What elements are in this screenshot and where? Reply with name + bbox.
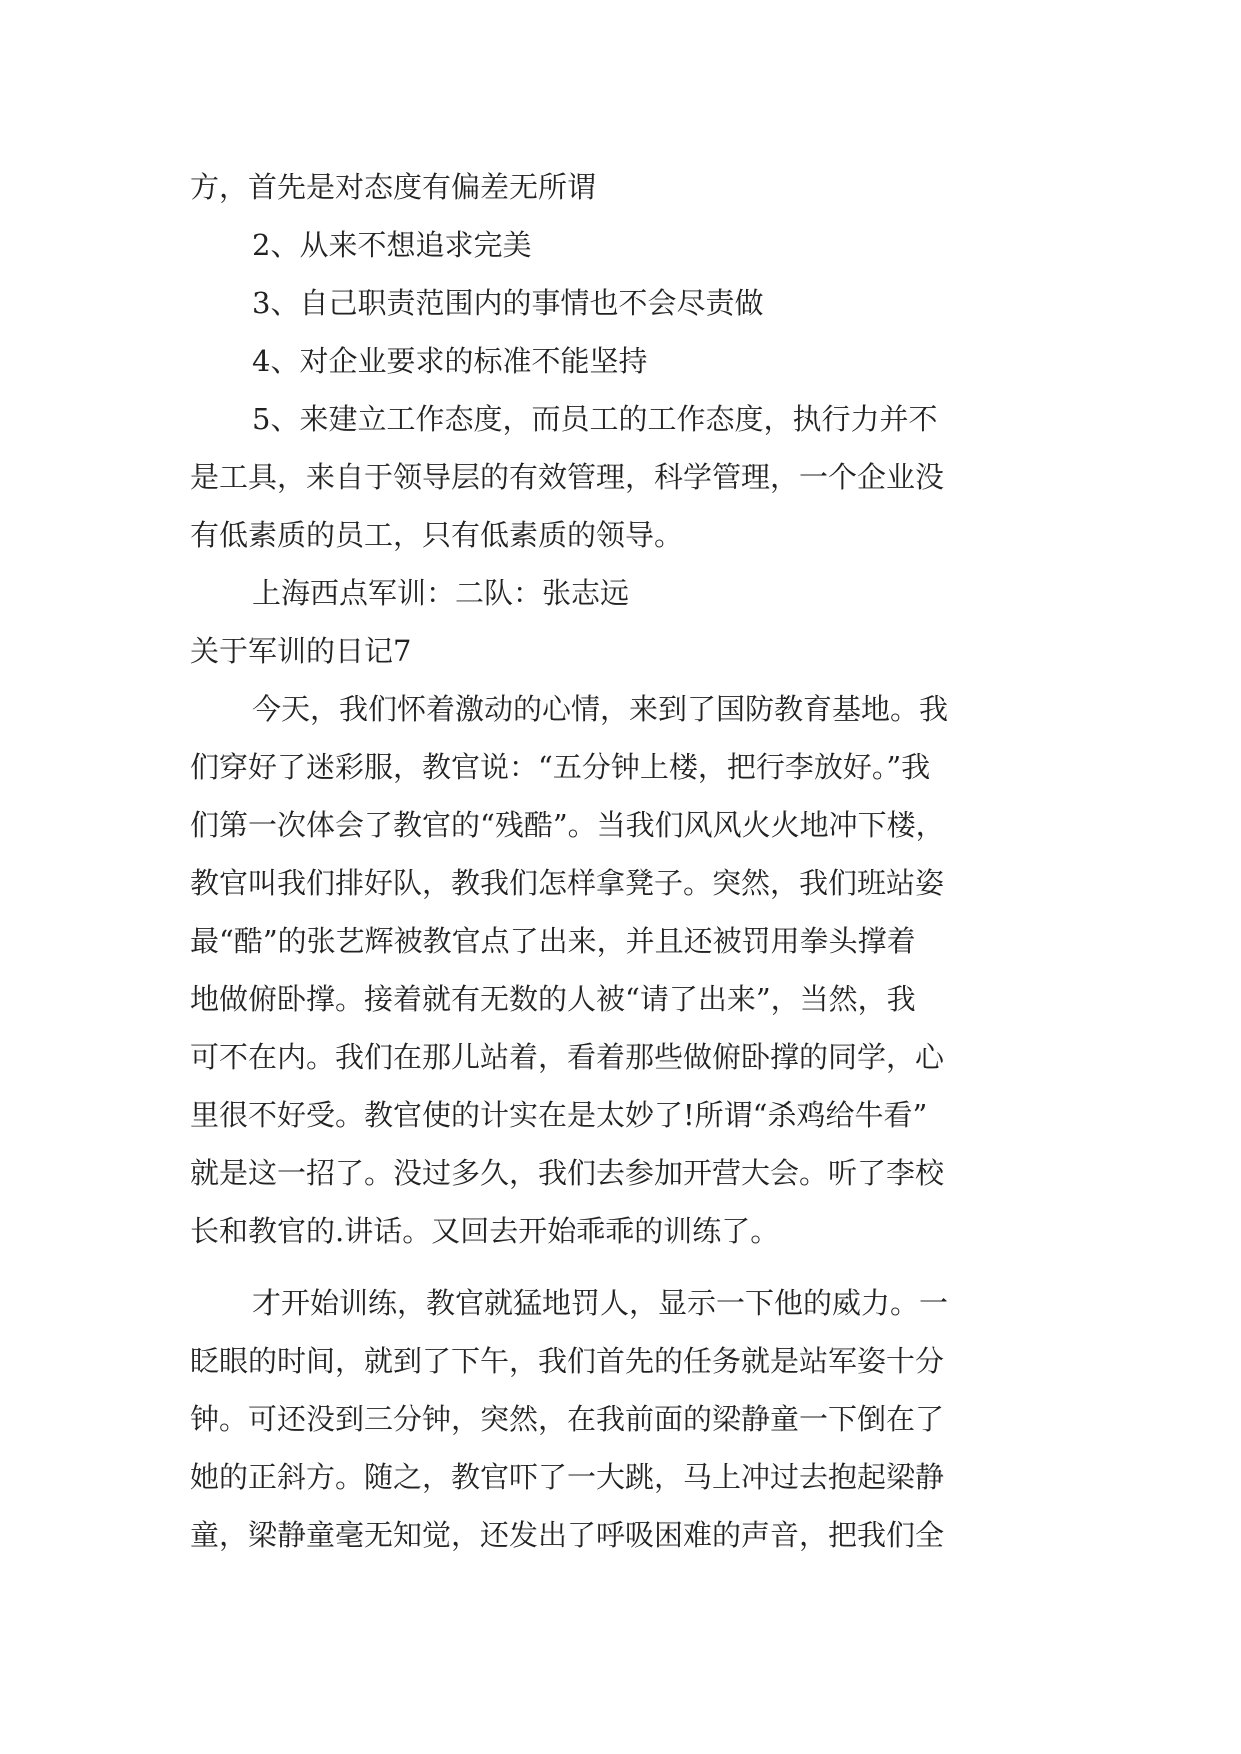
paragraph-2-line: 童，梁静童毫无知觉，还发出了呼吸困难的声音，把我们全 bbox=[190, 1518, 945, 1552]
paragraph-gap bbox=[190, 1260, 1060, 1274]
paragraph-2-line: 钟。可还没到三分钟，突然，在我前面的梁静童一下倒在了 bbox=[190, 1402, 945, 1436]
text-line: 是工具，来自于领导层的有效管理，科学管理，一个企业没 bbox=[190, 460, 945, 494]
list-item-5: 5、来建立工作态度，而员工的工作态度，执行力并不 bbox=[252, 402, 938, 436]
list-item-2: 2、从来不想追求完美 bbox=[252, 228, 532, 262]
paragraph-1-line: 们穿好了迷彩服，教官说：“五分钟上楼，把行李放好。”我 bbox=[190, 750, 931, 784]
paragraph-2-line: 她的正斜方。随之，教官吓了一大跳，马上冲过去抱起梁静 bbox=[190, 1460, 945, 1494]
paragraph-1-line: 地做俯卧撑。接着就有无数的人被“请了出来”，当然，我 bbox=[190, 982, 916, 1016]
list-item-4: 4、对企业要求的标准不能坚持 bbox=[252, 344, 648, 378]
paragraph-1-line: 可不在内。我们在那儿站着，看着那些做俯卧撑的同学，心 bbox=[190, 1040, 945, 1074]
author-line: 上海西点军训：二队：张志远 bbox=[252, 576, 630, 610]
paragraph-1-line: 长和教官的.讲话。又回去开始乖乖的训练了。 bbox=[190, 1214, 780, 1248]
paragraph-2-line: 眨眼的时间，就到了下午，我们首先的任务就是站军姿十分 bbox=[190, 1344, 945, 1378]
text-line: 有低素质的员工，只有低素质的领导。 bbox=[190, 518, 684, 552]
paragraph-1-line: 教官叫我们排好队，教我们怎样拿凳子。突然，我们班站姿 bbox=[190, 866, 945, 900]
paragraph-1-line: 们第一次体会了教官的“残酷”。当我们风风火火地冲下楼， bbox=[190, 808, 945, 842]
paragraph-1-line: 里很不好受。教官使的计实在是太妙了!所谓“杀鸡给牛看” bbox=[190, 1098, 928, 1132]
paragraph-1-line: 最“酷”的张艺辉被教官点了出来，并且还被罚用拳头撑着 bbox=[190, 924, 916, 958]
paragraph-1-line: 就是这一招了。没过多久，我们去参加开营大会。听了李校 bbox=[190, 1156, 945, 1190]
text-line: 方，首先是对态度有偏差无所谓 bbox=[190, 170, 597, 204]
paragraph-1-line: 今天，我们怀着激动的心情，来到了国防教育基地。我 bbox=[252, 692, 949, 726]
list-item-3: 3、自己职责范围内的事情也不会尽责做 bbox=[252, 286, 764, 320]
document-body bbox=[190, 158, 1060, 1564]
section-heading: 关于军训的日记7 bbox=[190, 634, 412, 668]
paragraph-2-line: 才开始训练，教官就猛地罚人，显示一下他的威力。一 bbox=[252, 1286, 949, 1320]
